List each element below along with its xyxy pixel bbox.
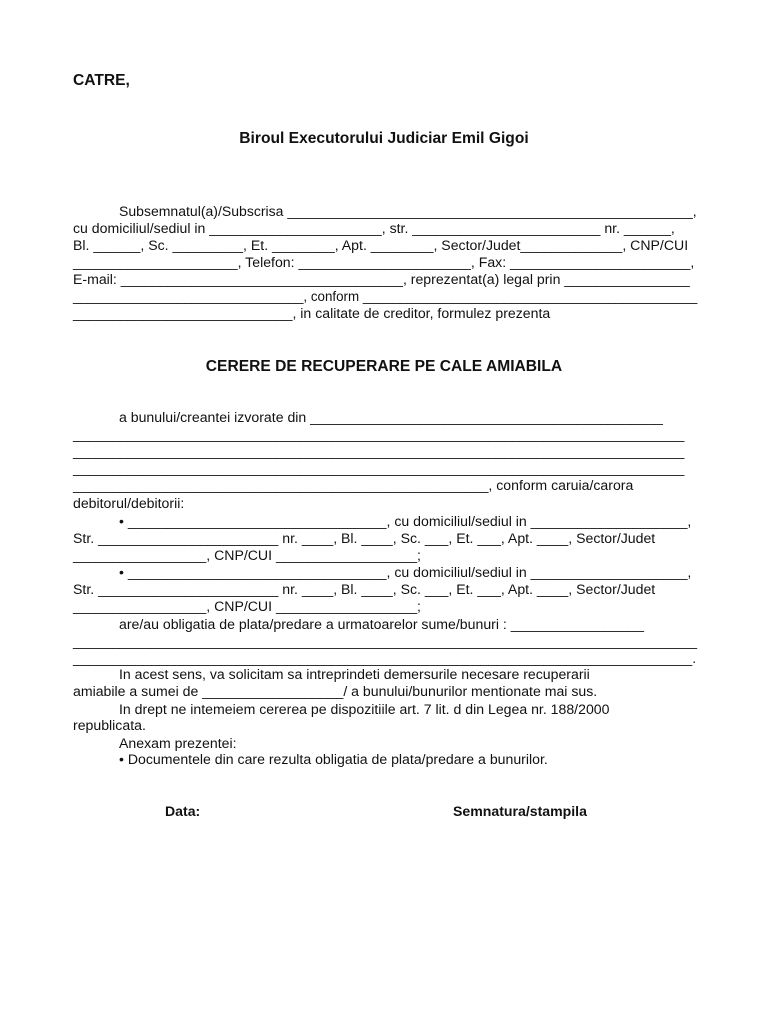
intro-line: Bl. ______, Sc. _________, Et. ________, Apt. ________, Sector/Judet_____________, CNP/CUI: [73, 237, 689, 253]
body-line: ______________________________________________________________________________: [73, 460, 685, 476]
body-line: Str. _______________________ nr. ____, Bl. ____, Sc. ___, Et. ___, Apt. ____, Sector/Judet: [73, 581, 656, 597]
body-line: Anexam prezentei:: [119, 735, 237, 751]
body-line: republicata.: [73, 717, 146, 733]
intro-line: E-mail: ____________________________________, reprezentat(a) legal prin ________________: [73, 271, 690, 287]
body-line: a bunului/creantei izvorate din _____________________________________________: [119, 409, 663, 425]
body-line: _______________________________________________________________________________.: [73, 650, 697, 666]
body-line: ______________________________________________________________________________: [73, 426, 685, 442]
recipient-label: CATRE,: [73, 72, 130, 89]
body-line: In drept ne intemeiem cererea pe dispozitiile art. 7 lit. d din Legea nr. 188/2000: [119, 701, 610, 717]
signature-label: Semnatura/stampila: [453, 803, 587, 819]
intro-line: ____________________________, in calitate de creditor, formulez prezenta: [73, 305, 551, 321]
body-line: ______________________________________________________________________________: [73, 443, 685, 459]
body-line: _____________________________________________________, conform caruia/carora: [73, 477, 634, 493]
body-line: Str. _______________________ nr. ____, Bl. ____, Sc. ___, Et. ___, Apt. ____, Sector/Judet: [73, 530, 656, 546]
intro-line: cu domiciliul/sediul in ______________________, str. ________________________ nr. ______,: [73, 220, 675, 236]
intro-line: _______________________________, conform _____________________________________________: [73, 288, 698, 304]
debtor-bullet: • _________________________________, cu domiciliul/sediul in ____________________,: [119, 564, 692, 580]
intro-line: Subsemnatul(a)/Subscrisa ____________________________________________________,: [119, 203, 697, 219]
debtor-bullet: • _________________________________, cu domiciliul/sediul in ____________________,: [119, 513, 692, 529]
intro-line: _____________________, Telefon: ______________________, Fax: _______________________,: [73, 254, 695, 270]
annex-bullet: • Documentele din care rezulta obligatia de plata/predare a bunurilor.: [119, 751, 548, 767]
document-title: CERERE DE RECUPERARE PE CALE AMIABILA: [205, 358, 563, 375]
body-line: are/au obligatia de plata/predare a urmatoarelor sume/bunuri : _________________: [119, 616, 644, 632]
body-line: amiabile a sumei de __________________/ a bunului/bunurilor mentionate mai sus.: [73, 683, 598, 699]
body-line: debitorul/debitorii:: [73, 495, 185, 511]
body-line: _________________, CNP/CUI __________________;: [73, 598, 421, 614]
body-line: _________________, CNP/CUI __________________;: [73, 547, 421, 563]
body-line: ________________________________________________________________________________: [73, 633, 698, 649]
date-label: Data:: [165, 803, 201, 819]
office-name: Biroul Executorului Judiciar Emil Gigoi: [239, 130, 529, 147]
body-line: In acest sens, va solicitam sa intreprindeti demersurile necesare recuperarii: [119, 666, 590, 682]
